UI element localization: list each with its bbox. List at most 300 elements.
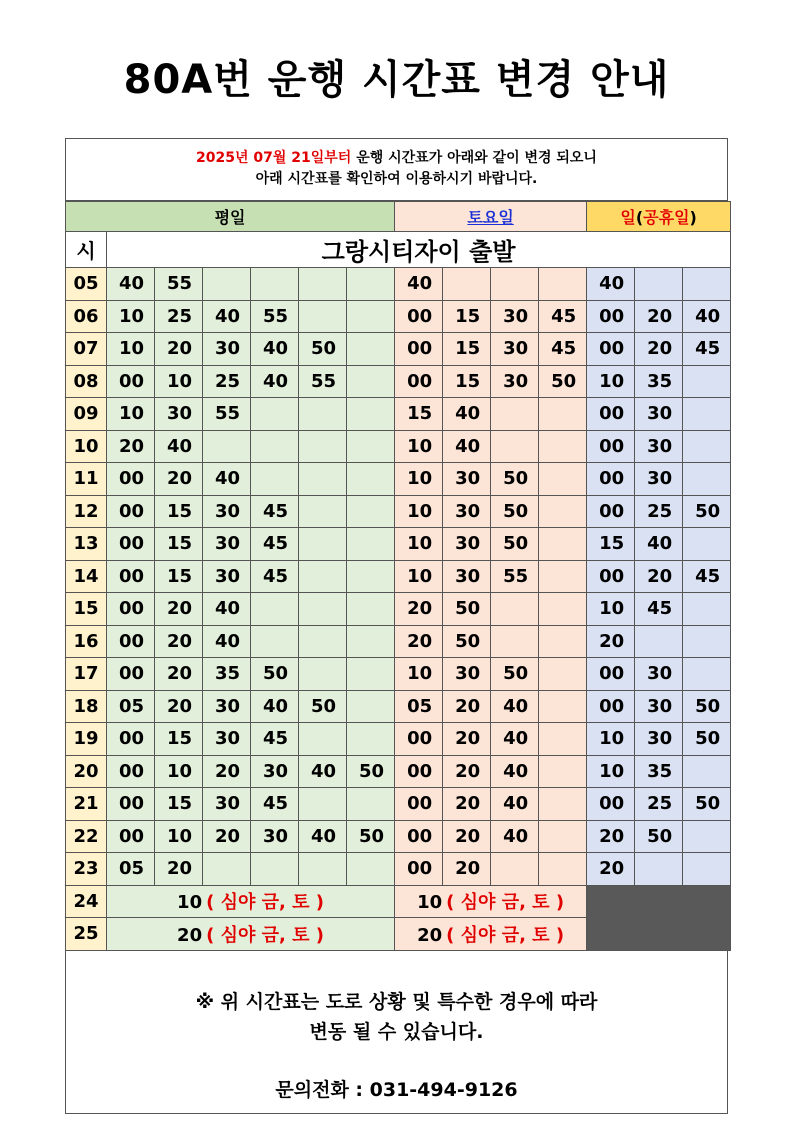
weekday-minute-cell: 00 <box>107 495 155 528</box>
sunday-minute-cell: 40 <box>683 300 731 333</box>
sunday-minute-cell <box>683 398 731 431</box>
sunday-minute-cell: 35 <box>635 755 683 788</box>
departure-title: 그랑시티자이 출발 <box>107 232 731 268</box>
weekday-minute-cell <box>203 430 251 463</box>
weekday-minute-cell: 00 <box>107 625 155 658</box>
hour-cell: 07 <box>66 333 107 366</box>
sunday-paren-close: ) <box>689 208 697 227</box>
saturday-minute-cell: 50 <box>443 593 491 626</box>
saturday-minute-cell: 45 <box>539 333 587 366</box>
sunday-minute-cell: 00 <box>587 333 635 366</box>
weekday-minute-cell <box>299 560 347 593</box>
saturday-minute-cell: 50 <box>491 495 539 528</box>
saturday-minute-cell: 45 <box>539 300 587 333</box>
weekday-minute-cell: 40 <box>203 593 251 626</box>
weekday-minute-cell: 00 <box>107 723 155 756</box>
sunday-minute-cell: 40 <box>635 528 683 561</box>
notice-date: 2025년 07월 21일부터 <box>196 150 352 166</box>
saturday-minute-cell <box>539 430 587 463</box>
weekday-minute-cell: 50 <box>299 333 347 366</box>
weekday-minute-cell <box>299 658 347 691</box>
sunday-minute-cell: 20 <box>587 820 635 853</box>
weekday-minute-cell: 00 <box>107 755 155 788</box>
weekday-minute-cell: 55 <box>299 365 347 398</box>
saturday-minute-cell: 00 <box>395 300 443 333</box>
table-row <box>66 495 731 528</box>
late-night-row <box>66 885 731 918</box>
notice-line-2: 아래 시간표를 확인하여 이용하시기 바랍니다. <box>255 171 538 187</box>
weekday-minute-cell <box>347 658 395 691</box>
sunday-minute-cell: 45 <box>635 593 683 626</box>
hour-cell: 05 <box>66 268 107 301</box>
sunday-label: 일 <box>620 208 636 227</box>
saturday-minute-cell <box>539 755 587 788</box>
sunday-minute-cell <box>683 528 731 561</box>
sunday-minute-cell <box>683 365 731 398</box>
weekday-minute-cell: 30 <box>203 333 251 366</box>
saturday-minute-cell: 15 <box>395 398 443 431</box>
sunday-minute-cell: 10 <box>587 593 635 626</box>
sunday-minute-cell: 50 <box>683 723 731 756</box>
sunday-minute-cell <box>683 625 731 658</box>
sunday-minute-cell: 30 <box>635 463 683 496</box>
saturday-minute-cell <box>539 723 587 756</box>
weekday-minute-cell: 40 <box>155 430 203 463</box>
weekday-minute-cell: 15 <box>155 723 203 756</box>
sunday-minute-cell <box>635 625 683 658</box>
sunday-minute-cell: 35 <box>635 365 683 398</box>
weekday-minute-cell <box>299 430 347 463</box>
saturday-minute-cell: 30 <box>443 528 491 561</box>
weekday-minute-cell <box>299 300 347 333</box>
table-row <box>66 820 731 853</box>
sunday-minute-cell: 50 <box>635 820 683 853</box>
sunday-minute-cell <box>635 268 683 301</box>
late-night-note: ( 심야 금, 토 ) <box>206 892 325 914</box>
weekday-minute-cell <box>299 495 347 528</box>
hour-cell: 22 <box>66 820 107 853</box>
sunday-minute-cell <box>683 658 731 691</box>
departure-header <box>66 232 731 268</box>
holiday-label: 공휴일 <box>643 208 690 227</box>
weekday-minute-cell: 45 <box>251 495 299 528</box>
weekday-minute-cell: 20 <box>155 333 203 366</box>
weekday-minute-cell <box>251 463 299 496</box>
saturday-minute-cell <box>539 853 587 886</box>
saturday-minute-cell: 40 <box>395 268 443 301</box>
weekday-minute-cell <box>299 463 347 496</box>
weekday-minute-cell <box>347 788 395 821</box>
table-row <box>66 365 731 398</box>
saturday-minute-cell: 40 <box>443 398 491 431</box>
saturday-minute-cell <box>539 690 587 723</box>
weekday-minute-cell <box>347 300 395 333</box>
saturday-minute-cell <box>539 625 587 658</box>
sunday-minute-cell: 50 <box>683 495 731 528</box>
weekday-minute-cell: 05 <box>107 853 155 886</box>
weekday-minute-cell: 40 <box>203 463 251 496</box>
weekday-minute-cell: 40 <box>203 300 251 333</box>
weekday-minute-cell <box>347 398 395 431</box>
saturday-minute-cell: 40 <box>491 788 539 821</box>
saturday-minute-cell <box>443 268 491 301</box>
weekday-minute-cell: 10 <box>107 398 155 431</box>
weekday-minute-cell: 00 <box>107 788 155 821</box>
saturday-minute-cell: 00 <box>395 853 443 886</box>
weekday-minute-cell: 30 <box>251 820 299 853</box>
weekday-minute-cell <box>347 625 395 658</box>
hour-cell: 08 <box>66 365 107 398</box>
sunday-minute-cell: 00 <box>587 300 635 333</box>
weekday-minute-cell <box>347 333 395 366</box>
weekday-minute-cell: 20 <box>155 463 203 496</box>
saturday-minute-cell: 15 <box>443 365 491 398</box>
weekday-minute-cell <box>347 593 395 626</box>
late-night-note: ( 심야 금, 토 ) <box>206 924 325 946</box>
sunday-minute-cell: 00 <box>587 658 635 691</box>
saturday-minute-cell: 15 <box>443 300 491 333</box>
weekday-minute-cell <box>347 528 395 561</box>
weekday-minute-cell <box>299 268 347 301</box>
sunday-minute-cell: 25 <box>635 788 683 821</box>
weekday-minute-cell: 35 <box>203 658 251 691</box>
hour-cell: 24 <box>66 885 107 918</box>
weekday-minute-cell <box>347 690 395 723</box>
weekday-minute-cell: 00 <box>107 463 155 496</box>
weekday-late-cell <box>107 885 395 918</box>
sunday-minute-cell <box>683 268 731 301</box>
weekday-minute-cell: 15 <box>155 528 203 561</box>
saturday-late-cell <box>395 885 587 918</box>
weekday-minute-cell <box>347 463 395 496</box>
saturday-minute-cell: 10 <box>395 658 443 691</box>
saturday-minute-cell: 15 <box>443 333 491 366</box>
weekday-late-cell <box>107 918 395 951</box>
weekday-minute-cell: 45 <box>251 788 299 821</box>
weekday-minute-cell: 45 <box>251 560 299 593</box>
saturday-minute-cell: 40 <box>443 430 491 463</box>
weekday-minute-cell: 40 <box>299 755 347 788</box>
weekday-minute-cell: 30 <box>203 723 251 756</box>
weekday-minute-cell <box>299 398 347 431</box>
weekday-minute-cell: 55 <box>155 268 203 301</box>
sunday-minute-cell: 10 <box>587 755 635 788</box>
sunday-minute-cell: 20 <box>587 625 635 658</box>
weekday-minute-cell: 30 <box>203 528 251 561</box>
weekday-minute-cell: 15 <box>155 788 203 821</box>
weekday-minute-cell <box>347 495 395 528</box>
saturday-minute-cell <box>539 398 587 431</box>
weekday-minute-cell: 45 <box>251 528 299 561</box>
late-minute: 10 <box>177 892 203 914</box>
weekday-minute-cell: 00 <box>107 593 155 626</box>
sunday-minute-cell: 50 <box>683 690 731 723</box>
saturday-minute-cell: 30 <box>443 495 491 528</box>
weekday-minute-cell: 10 <box>155 755 203 788</box>
weekday-minute-cell: 15 <box>155 560 203 593</box>
hour-cell: 11 <box>66 463 107 496</box>
sunday-minute-cell: 40 <box>587 268 635 301</box>
table-row <box>66 333 731 366</box>
hour-cell: 12 <box>66 495 107 528</box>
sunday-minute-cell: 00 <box>587 560 635 593</box>
weekday-minute-cell: 20 <box>155 853 203 886</box>
table-row <box>66 625 731 658</box>
weekday-minute-cell <box>347 268 395 301</box>
saturday-minute-cell: 30 <box>443 560 491 593</box>
weekday-minute-cell: 40 <box>251 690 299 723</box>
weekday-minute-cell: 25 <box>155 300 203 333</box>
sunday-minute-cell: 20 <box>635 300 683 333</box>
hour-cell: 15 <box>66 593 107 626</box>
weekday-minute-cell: 00 <box>107 560 155 593</box>
weekday-minute-cell: 10 <box>155 820 203 853</box>
saturday-minute-cell: 50 <box>443 625 491 658</box>
weekday-minute-cell: 45 <box>251 723 299 756</box>
sunday-minute-cell: 00 <box>587 430 635 463</box>
table-row <box>66 658 731 691</box>
saturday-minute-cell: 30 <box>491 300 539 333</box>
saturday-minute-cell <box>491 593 539 626</box>
sunday-minute-cell: 30 <box>635 658 683 691</box>
table-row <box>66 723 731 756</box>
weekday-minute-cell <box>299 788 347 821</box>
weekday-minute-cell: 30 <box>203 690 251 723</box>
saturday-minute-cell: 20 <box>443 853 491 886</box>
sunday-minute-cell: 50 <box>683 788 731 821</box>
saturday-minute-cell <box>491 398 539 431</box>
table-row <box>66 398 731 431</box>
saturday-minute-cell: 05 <box>395 690 443 723</box>
late-night-note: ( 심야 금, 토 ) <box>446 892 565 914</box>
timetable-sheet <box>65 138 728 1114</box>
weekday-minute-cell: 20 <box>203 820 251 853</box>
saturday-minute-cell: 40 <box>491 723 539 756</box>
saturday-minute-cell: 10 <box>395 560 443 593</box>
footer-line-1: ※ 위 시간표는 도로 상황 및 특수한 경우에 따라 <box>195 991 598 1013</box>
weekday-minute-cell <box>251 625 299 658</box>
sunday-minute-cell <box>683 463 731 496</box>
weekday-minute-cell: 50 <box>299 690 347 723</box>
weekday-minute-cell: 00 <box>107 365 155 398</box>
late-minute: 10 <box>417 892 443 914</box>
table-row <box>66 690 731 723</box>
table-row <box>66 788 731 821</box>
sunday-minute-cell: 00 <box>587 495 635 528</box>
weekday-minute-cell: 40 <box>251 365 299 398</box>
saturday-minute-cell <box>539 495 587 528</box>
saturday-minute-cell <box>491 430 539 463</box>
saturday-minute-cell: 00 <box>395 723 443 756</box>
weekday-header: 평일 <box>66 202 395 232</box>
hour-cell: 10 <box>66 430 107 463</box>
change-notice <box>66 139 727 201</box>
weekday-minute-cell: 55 <box>203 398 251 431</box>
sunday-header <box>587 202 731 232</box>
hour-header: 시 <box>66 232 107 268</box>
sunday-minute-cell <box>683 820 731 853</box>
saturday-header-label[interactable]: 토요일 <box>467 208 514 227</box>
weekday-minute-cell: 00 <box>107 658 155 691</box>
weekday-minute-cell <box>203 268 251 301</box>
saturday-minute-cell <box>539 268 587 301</box>
weekday-minute-cell <box>299 723 347 756</box>
weekday-minute-cell: 20 <box>155 690 203 723</box>
saturday-minute-cell: 20 <box>395 625 443 658</box>
weekday-minute-cell <box>299 625 347 658</box>
sunday-minute-cell: 00 <box>587 788 635 821</box>
weekday-minute-cell: 30 <box>251 755 299 788</box>
saturday-minute-cell: 20 <box>395 593 443 626</box>
weekday-minute-cell: 10 <box>155 365 203 398</box>
sunday-minute-cell: 00 <box>587 398 635 431</box>
weekday-minute-cell: 20 <box>155 658 203 691</box>
saturday-minute-cell: 30 <box>443 658 491 691</box>
saturday-minute-cell: 40 <box>491 755 539 788</box>
weekday-minute-cell: 00 <box>107 528 155 561</box>
late-minute: 20 <box>177 924 203 946</box>
sunday-minute-cell: 20 <box>635 560 683 593</box>
saturday-minute-cell: 10 <box>395 463 443 496</box>
weekday-minute-cell: 15 <box>155 495 203 528</box>
weekday-minute-cell: 20 <box>107 430 155 463</box>
saturday-minute-cell: 10 <box>395 430 443 463</box>
footer-notice <box>66 973 727 1113</box>
weekday-minute-cell: 55 <box>251 300 299 333</box>
weekday-minute-cell: 20 <box>155 593 203 626</box>
saturday-minute-cell <box>539 788 587 821</box>
sunday-minute-cell: 30 <box>635 723 683 756</box>
saturday-minute-cell: 20 <box>443 755 491 788</box>
table-row <box>66 755 731 788</box>
weekday-minute-cell: 20 <box>203 755 251 788</box>
weekday-minute-cell: 40 <box>299 820 347 853</box>
saturday-minute-cell: 50 <box>491 463 539 496</box>
saturday-minute-cell: 20 <box>443 788 491 821</box>
sunday-minute-cell: 00 <box>587 463 635 496</box>
sunday-minute-cell <box>635 853 683 886</box>
weekday-minute-cell: 30 <box>203 560 251 593</box>
page-title: 80A번 운행 시간표 변경 안내 <box>123 57 670 103</box>
saturday-minute-cell <box>539 593 587 626</box>
hour-cell: 17 <box>66 658 107 691</box>
weekday-minute-cell: 20 <box>155 625 203 658</box>
weekday-minute-cell: 05 <box>107 690 155 723</box>
saturday-minute-cell <box>491 268 539 301</box>
sunday-minute-cell <box>683 853 731 886</box>
saturday-minute-cell: 20 <box>443 690 491 723</box>
table-row <box>66 300 731 333</box>
weekday-minute-cell <box>251 593 299 626</box>
notice-line-1-text: 운행 시간표가 아래와 같이 변경 되오니 <box>351 150 597 166</box>
saturday-minute-cell: 40 <box>491 820 539 853</box>
weekday-minute-cell: 40 <box>251 333 299 366</box>
weekday-minute-cell: 10 <box>107 333 155 366</box>
saturday-minute-cell: 55 <box>491 560 539 593</box>
weekday-minute-cell <box>347 853 395 886</box>
sunday-minute-cell: 30 <box>635 430 683 463</box>
hour-cell: 20 <box>66 755 107 788</box>
sunday-minute-cell: 30 <box>635 398 683 431</box>
weekday-minute-cell: 40 <box>107 268 155 301</box>
sunday-minute-cell: 10 <box>587 365 635 398</box>
weekday-minute-cell: 30 <box>203 788 251 821</box>
hour-cell: 23 <box>66 853 107 886</box>
sunday-minute-cell <box>683 593 731 626</box>
weekday-minute-cell: 00 <box>107 820 155 853</box>
table-row <box>66 593 731 626</box>
table-row <box>66 853 731 886</box>
saturday-minute-cell: 00 <box>395 333 443 366</box>
weekday-minute-cell: 50 <box>347 820 395 853</box>
table-row <box>66 560 731 593</box>
saturday-minute-cell: 00 <box>395 788 443 821</box>
timetable <box>65 201 731 951</box>
contact-phone: 문의전화 : 031-494-9126 <box>275 1079 518 1101</box>
table-row <box>66 463 731 496</box>
saturday-minute-cell: 00 <box>395 755 443 788</box>
hour-cell: 21 <box>66 788 107 821</box>
weekday-minute-cell <box>251 853 299 886</box>
saturday-minute-cell <box>539 658 587 691</box>
saturday-header <box>395 202 587 232</box>
weekday-minute-cell <box>347 430 395 463</box>
saturday-minute-cell: 30 <box>491 365 539 398</box>
weekday-minute-cell <box>299 593 347 626</box>
sunday-minute-cell: 10 <box>587 723 635 756</box>
table-row <box>66 430 731 463</box>
sunday-paren-open: ( <box>635 208 644 227</box>
saturday-minute-cell <box>491 625 539 658</box>
late-night-note: ( 심야 금, 토 ) <box>446 924 565 946</box>
sunday-minute-cell: 25 <box>635 495 683 528</box>
sunday-minute-cell: 20 <box>635 333 683 366</box>
hour-cell: 18 <box>66 690 107 723</box>
sunday-minute-cell <box>683 755 731 788</box>
weekday-minute-cell <box>251 430 299 463</box>
saturday-late-cell <box>395 918 587 951</box>
hour-cell: 13 <box>66 528 107 561</box>
saturday-minute-cell <box>539 820 587 853</box>
saturday-minute-cell: 20 <box>443 723 491 756</box>
sunday-minute-cell: 15 <box>587 528 635 561</box>
weekday-minute-cell: 50 <box>251 658 299 691</box>
footer-message <box>66 987 727 1047</box>
sunday-minute-cell: 00 <box>587 690 635 723</box>
hour-cell: 16 <box>66 625 107 658</box>
hour-cell: 14 <box>66 560 107 593</box>
sunday-no-service-cell <box>587 885 731 950</box>
weekday-minute-cell: 30 <box>203 495 251 528</box>
weekday-minute-cell <box>347 560 395 593</box>
sunday-minute-cell: 30 <box>635 690 683 723</box>
hour-cell: 19 <box>66 723 107 756</box>
saturday-minute-cell <box>539 560 587 593</box>
hour-cell: 06 <box>66 300 107 333</box>
hour-cell: 09 <box>66 398 107 431</box>
saturday-minute-cell: 00 <box>395 820 443 853</box>
weekday-minute-cell <box>347 723 395 756</box>
table-row <box>66 268 731 301</box>
saturday-minute-cell: 40 <box>491 690 539 723</box>
weekday-minute-cell <box>203 853 251 886</box>
saturday-minute-cell: 10 <box>395 528 443 561</box>
sunday-minute-cell: 45 <box>683 560 731 593</box>
saturday-minute-cell: 50 <box>491 528 539 561</box>
weekday-minute-cell <box>251 398 299 431</box>
weekday-minute-cell: 50 <box>347 755 395 788</box>
weekday-minute-cell <box>347 365 395 398</box>
